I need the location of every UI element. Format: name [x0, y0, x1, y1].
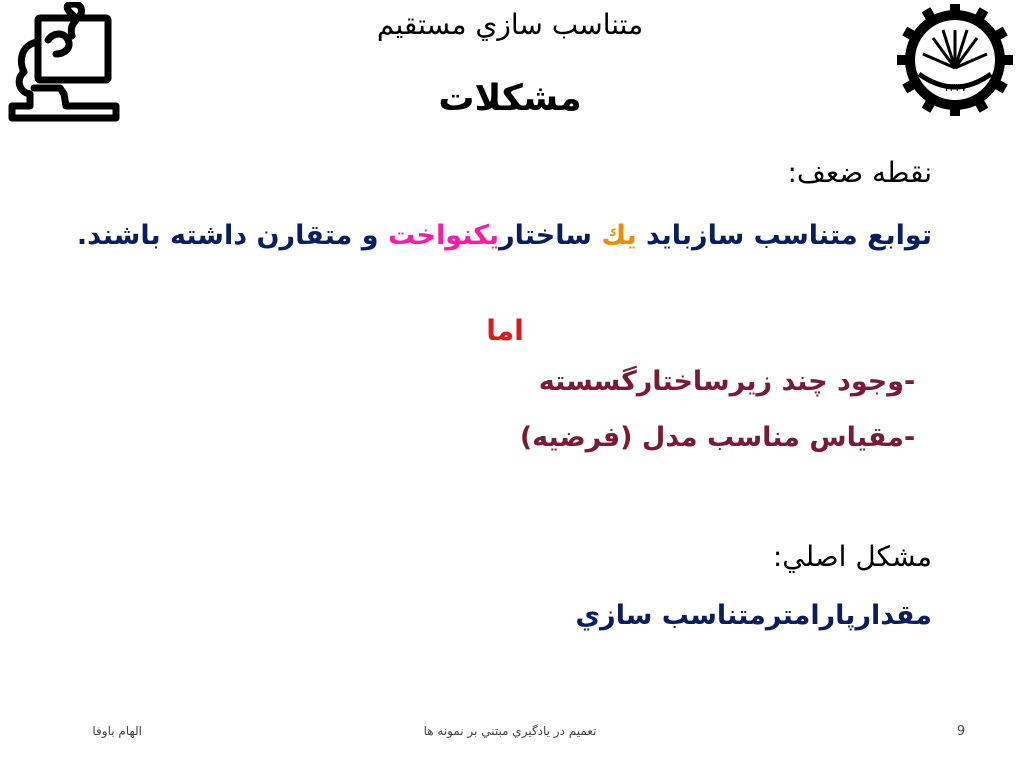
bullet-item — [32, 366, 932, 397]
main-problem-text: مقدارپارامترمتناسب سازي — [575, 600, 932, 631]
university-seal-icon — [885, 4, 1021, 116]
slide-subtitle: متناسب سازي مستقيم — [376, 8, 644, 41]
weakness-text-part3: و متقارن داشته باشند. — [76, 220, 388, 251]
footer-author: الهام باوفا — [92, 724, 142, 738]
course-logo-icon — [4, 2, 120, 124]
main-problem-heading: مشكل اصلي: — [772, 540, 932, 573]
bullet-item — [32, 422, 932, 453]
bullet-text: وجود چند زيرساختارگسسته — [538, 366, 904, 397]
but-word: اما — [486, 314, 524, 347]
svg-text:۱۳۳۷: ۱۳۳۷ — [943, 81, 967, 94]
page-number: 9 — [956, 724, 966, 739]
bullet-dash: - — [904, 422, 916, 453]
weakness-heading: نقطه ضعف: — [787, 156, 932, 189]
bullet-text: مقياس مناسب مدل (فرضيه) — [519, 422, 904, 453]
footer-course-title: تعميم در يادگيري مبتني بر نمونه ها — [423, 724, 597, 738]
weakness-text — [72, 212, 932, 260]
word-one: يك — [601, 220, 637, 251]
weakness-text-part2: ساختار — [499, 220, 602, 251]
word-uniform: يكنواخت — [387, 220, 500, 251]
bullet-dash: - — [904, 366, 916, 397]
slide-title: مشكلات — [438, 78, 582, 119]
weakness-text-part1: توابع متناسب سازبايد — [636, 220, 932, 251]
